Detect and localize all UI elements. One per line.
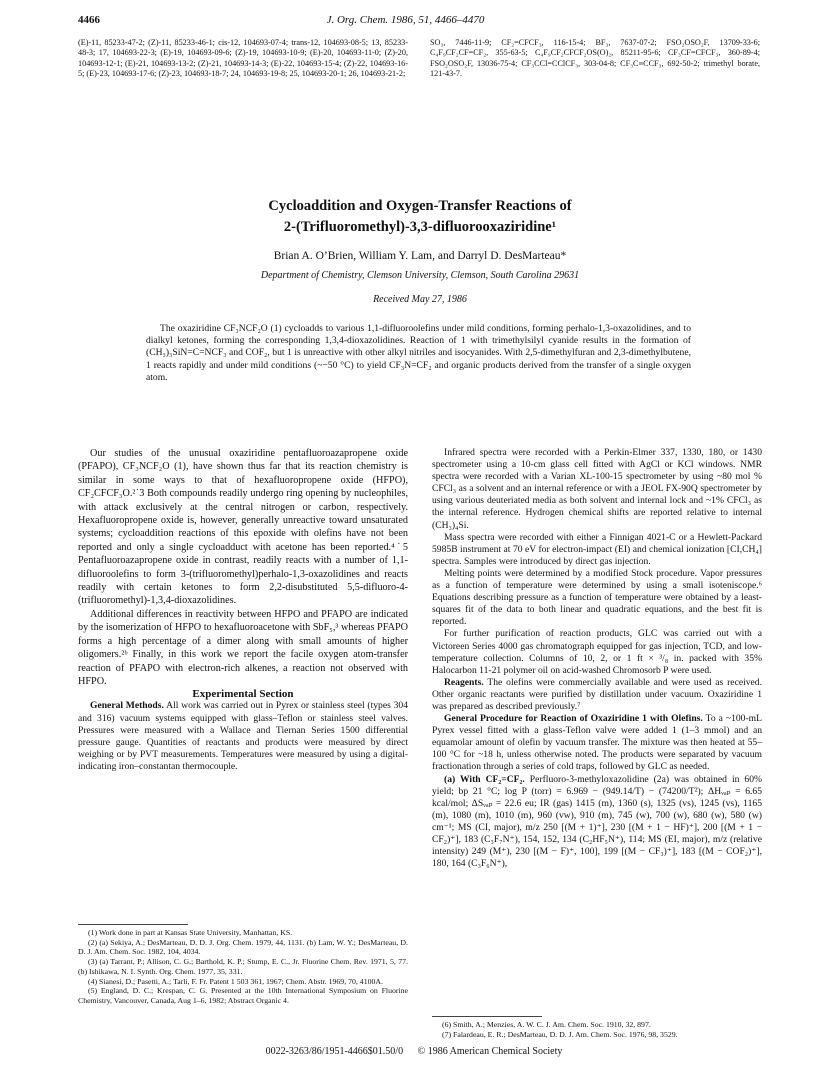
abstract: The oxaziridine CF₃NCF₂O (1) cycloadds to various 1,1-difluoroolefins under mild conditions, forming perhalo-1,3-oxazolidines, and to dialkyl ketones, forming the corresponding 1,3,4-dioxazolidines. Reaction of 1 with trimethylsilyl cyanide results in the formation of (CH₃)₃SiN=C=NCF₃ and COF₂, but 1 is unreactive with other alkyl nitriles and isocyanides. With 2,5-dimethylfuran and 2,3-dimethylbutene, 1 reacts rapidly and under mild conditions (~−50 °C) to yield CF₃N=CF₂ and organic products derived from the transfer of a single oxygen atom. xyxy=(146,323,691,383)
footnote: (5) England, D. C.; Krespan, C. G. Presented at the 10th International Symposium on Fluorine Chemistry, Vancouver, Canada, Aug 1–6, 1982; Abstract Organic 4. xyxy=(78,986,408,1005)
footnote: (3) (a) Tarrant, P.; Allison, C. G.; Barthold, K. P.; Stump, E. C., Jr. Fluorine Chem. Rev. 1971, 5, 77. (b) Ishikawa, N. I. Synth. Org. Chem. 1977, 35, 331. xyxy=(78,957,408,976)
reagents-head: Reagents. xyxy=(444,676,484,688)
page-number: 4466 xyxy=(78,14,100,26)
footnote: (2) (a) Sekiya, A.; DesMarteau, D. D. J. Org. Chem. 1979, 44, 1131. (b) Lam, W. Y.; DesMarteau, D. D. J. Am. Chem. Soc. 1982, 104, 4034. xyxy=(78,937,408,957)
reaction-a-paragraph xyxy=(432,774,762,871)
reagents-paragraph xyxy=(432,677,762,713)
affiliation: Department of Chemistry, Clemson University, Clemson, South Carolina 29631 xyxy=(260,270,580,281)
right-column xyxy=(432,447,762,870)
registry-numbers-right: SO₃, 7446-11-9; CF₂=CFCF₃, 116-15-4; BF₃, 7637-07-2; FSO₂OSO₂F, 13709-33-6; C₄F₉CF₂CF=CF₂, 355-63-5; C₄F₉CF₂CFCF₂OS(O)₂, 85211-95-6; CF₃CF=CFCF₃, 360-89-4; FSO₂OSO₂F, 13036-75-4; CF₃CCl=CClCF₃, 303-04-8; CF₃C≡CCF₃, 692-50-2; trimethyl borate, 121-43-7. xyxy=(430,38,760,79)
footnote-rule xyxy=(432,1016,542,1017)
registry-numbers-left: (E)-11, 85233-47-2; (Z)-11, 85233-46-1; cis-12, 104693-07-4; trans-12, 104693-08-5; 13, 85233-48-3; 17, 104693-22-3; (E)-19, 104693-09-6; (Z)-19, 104693-10-9; (E)-20, 104693-11-0; (Z)-20, 104693-12-1; (E)-21, 104693-13-2; (Z)-21, 104693-14-3; (E)-22, 104693-15-4; (Z)-22, 104693-16-5; (E)-23, 104693-17-6; (Z)-23, 104693-18-7; 24, 104693-19-8; 25, 104693-20-1; 26, 104693-21-2; xyxy=(78,38,408,79)
footnote: (4) Sianesi, D.; Pasetti, A.; Tarli, F. Fr. Patent 1 503 361, 1967; Chem. Abstr. 1969, 70, 4100A. xyxy=(88,976,383,986)
copyright: © 1986 American Chemical Society xyxy=(417,1046,563,1057)
footnote: (7) Falardeau, E. R.; DesMarteau, D. D. J. Am. Chem. Soc. 1976, 98, 3529. xyxy=(442,1029,678,1039)
footnotes-left xyxy=(78,924,408,1006)
journal-citation: J. Org. Chem. 1986, 51, 4466–4470 xyxy=(326,14,485,26)
general-methods-text: All work was carried out in Pyrex or stainless steel (types 304 and 316) vacuum systems equipped with glass–Teflon or stainless steel valves. Pressures were measured with a Wallace and Tiernan Series 1500 differential pressure gauge. Quantities of reactants and products were measured by direct weighing or by PVT measurements. Temperatures were measured by using a digital-indicating iron–constantan thermocouple. xyxy=(78,700,408,772)
footnote: (1) Work done in part at Kansas State University, Manhattan, KS. xyxy=(88,928,293,937)
glc-paragraph: For further purification of reaction products, GLC was carried out with a Victoreen Series 4000 gas chromatograph equipped for gas injection, TCD, and low-temperature collection. Columns of 10, 2, or 1 ft × ³/₈ in. packed with 35% Halocarbon 11-21 polymer oil on acid-washed Chromosorb P were used. xyxy=(432,628,762,676)
ir-nmr-paragraph: Infrared spectra were recorded with a Perkin-Elmer 337, 1330, 180, or 1430 spectrometer using a 10-cm glass cell fitted with AgCl or KCl windows. NMR spectra were recorded with a Varian XL-100-15 spectrometer by using ~80 mol % CFCl₃ as a solvent and an internal reference or with a JEOL FX-90Q spectrometer by using various deuteriated media as both solvent and internal lock and ~1% CFCl₃ as the internal reference. Hydrogen chemical shifts are reported relative to internal (CH₃)₄Si. xyxy=(432,447,762,531)
title-line-2: 2-(Trifluoromethyl)-3,3-difluorooxaziridine¹ xyxy=(283,219,557,235)
intro-paragraph-2: Additional differences in reactivity between HFPO and PFAPO are indicated by the isomerization of HFPO to hexafluoroacetone with SbF₅,³ whereas PFAPO forms a high percentage of a dimer along with small amounts of higher oligomers.²ᵇ Finally, in this work we report the facile oxygen atom-transfer reaction of PFAPO with electron-rich alkenes, a reaction not observed with HFPO. xyxy=(78,608,408,687)
footnotes-right xyxy=(432,1016,762,1039)
left-column xyxy=(78,447,408,773)
general-methods-head: General Methods. xyxy=(90,700,164,712)
mass-spec-paragraph: Mass spectra were recorded with either a Finnigan 4021-C or a Hewlett-Packard 5985B instrument at 70 eV for electron-impact (EI) and chemical ionization [CI,CH₄] spectra. Samples were introduced by direct gas injection. xyxy=(432,531,762,567)
reaction-a-text: Perfluoro-3-methyloxazolidine (2a) was obtained in 60% yield; bp 21 °C; log P (torr) = 6.969 − (949.14/T) − (74200/T²); ΔHᵥₐₚ = 6.65 kcal/mol; ΔSᵥₐₚ = 22.6 eu; IR (gas) 1415 (m), 1360 (s), 1325 (vs), 1245 (vs), 1165 (m), 1080 (m), 1010 (m), 960 (vw), 910 (m), 745 (w), 700 (w), 680 (w), 580 (w) cm⁻¹; MS (CI, major), m/z 250 [(M + 1)⁺], 230 [(M + 1 − HF)⁺], 200 [(M + 1 − CF₂)⁺], 183 (C₃F₇N⁺), 154, 152, 134 (C₂HF₅N⁺), 114; MS (EI, major), m/z (relative intensity) 249 (M⁺), 230 [(M − F)⁺, 100], 199 [(M − CF₃)⁺], 183 [(M − COF₂)⁺], 180, 164 (C₃F₆N⁺), xyxy=(432,773,762,870)
running-header xyxy=(78,14,733,30)
reaction-a-head: (a) With CF₂=CF₂. xyxy=(444,773,525,785)
page-footer xyxy=(78,1046,750,1057)
authors: Brian A. O’Brien, William Y. Lam, and Darryl D. DesMarteau* xyxy=(273,250,567,262)
title-line-1: Cycloaddition and Oxygen-Transfer Reactions of xyxy=(268,198,572,214)
article-code: 0022-3263/86/1951-4466$01.50/0 xyxy=(265,1046,404,1057)
procedure-text: To a ~100-mL Pyrex vessel fitted with a glass-Teflon valve were added 1 (1–3 mmol) and an equamolar amount of olefin by vacuum transfer. The mixture was then heated at 55–100 °C for ~18 h, unless otherwise noted. The products were separated by vacuum fractionation through a series of cold traps, followed by GLC as needed. xyxy=(432,713,762,773)
procedure-paragraph xyxy=(432,713,762,773)
procedure-head: General Procedure for Reaction of Oxaziridine 1 with Olefins. xyxy=(444,713,703,725)
intro-paragraph-1: Our studies of the unusual oxaziridine pentafluoroazapropene oxide (PFAPO), CF₃NCF₂O (1), have shown thus far that its reaction chemistry is similar in some ways to that of hexafluoropropene oxide (HFPO), CF₂CFCF₃O.²˙3 Both compounds readily undergo ring opening by nucleophiles, with attack exclusively at the central nitrogen or carbon, respectively. Hexafluoropropene oxide is, however, generally unreactive toward unsaturated systems; cycloaddition reactions of this epoxide with olefins have not been reported and only a single cycloadduct with acetone has been reported.⁴˙5 Pentafluoroazapropene oxide in contrast, readily reacts with a number of 1,1-difluoroolefins to form 3-(trifluoromethyl)perhalo-1,3-oxazolidines and reacts readily with certain ketones to form 2,2-disubstituted 5,5-difluoro-4-(trifluoromethyl)-1,3,4-dioxazolidines. xyxy=(78,448,408,607)
section-heading: Experimental Section xyxy=(192,688,294,701)
article-title xyxy=(120,196,720,238)
melting-point-paragraph: Melting points were determined by a modified Stock procedure. Vapor pressures as a function of temperature were determined by using a small isoteniscope.⁶ Equations describing pressure as a function of temperature were obtained by a least-squares fit of the data to both linear and quadratic equations, and the best fit is reported. xyxy=(432,567,762,628)
received-date: Received May 27, 1986 xyxy=(373,294,467,305)
general-methods-paragraph xyxy=(78,700,408,773)
footnote-rule xyxy=(78,924,188,925)
footnote: (6) Smith, A.; Menzies, A. W. C. J. Am. Chem. Soc. 1910, 32, 897. xyxy=(442,1020,651,1029)
reagents-text: The olefins were commercially available and were used as received. Other organic reactants were purified by distillation under vacuum. Oxaziridine 1 was prepared as described previously.⁷ xyxy=(432,676,762,712)
